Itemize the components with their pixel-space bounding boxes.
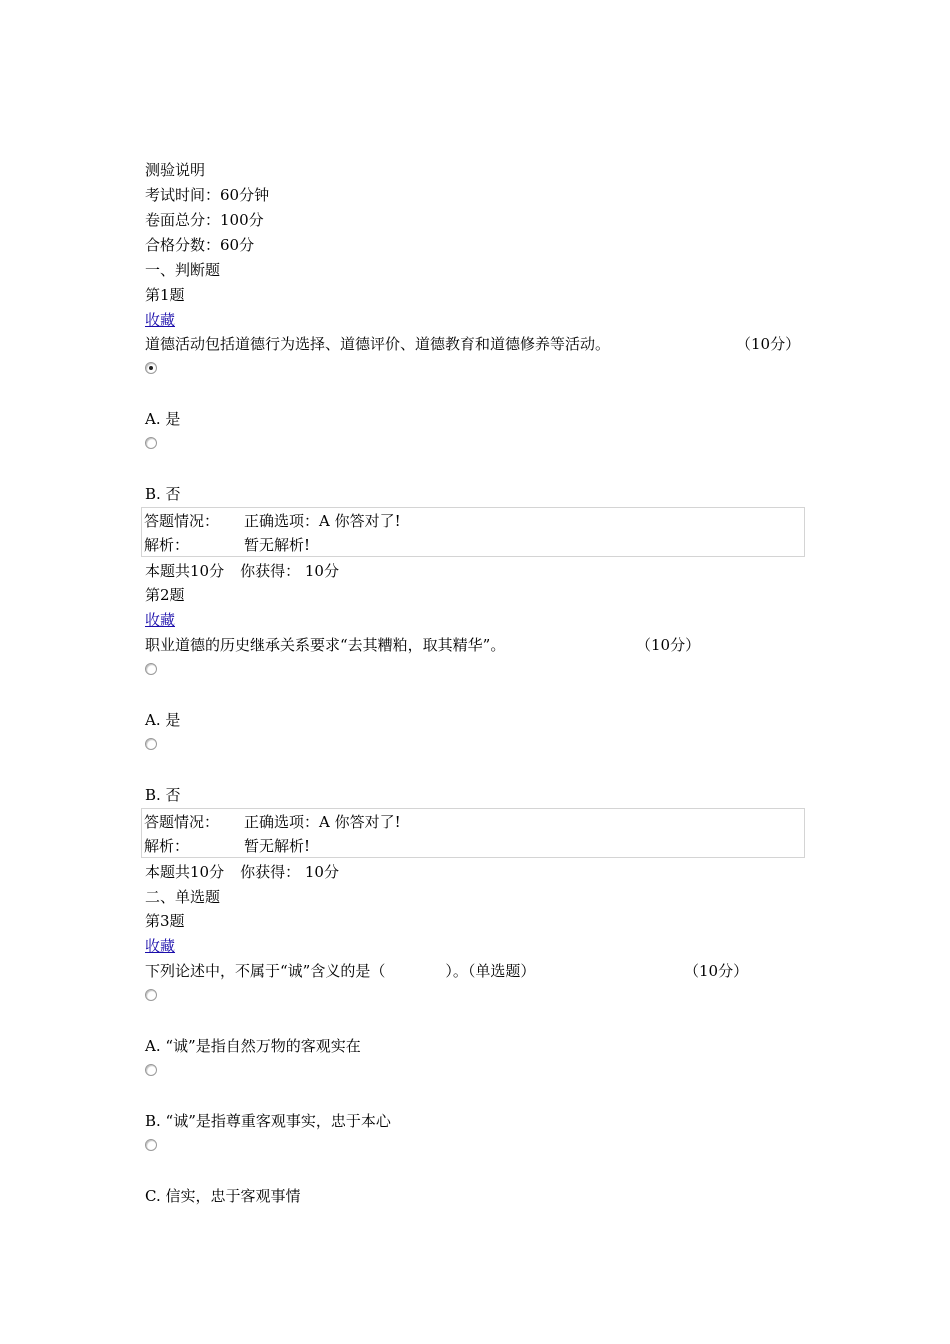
option-a-radio[interactable] <box>145 362 157 374</box>
exam-time: 考试时间：60分钟 <box>145 186 270 204</box>
result-label: 答题情况： <box>144 813 220 831</box>
question-number: 第2题 <box>145 586 185 604</box>
option-b-label: B. 否 <box>145 485 181 503</box>
option-b-label: B. 否 <box>145 786 181 804</box>
option-b-radio[interactable] <box>145 738 157 750</box>
total-score: 卷面总分：100分 <box>145 211 264 229</box>
favorite-link[interactable]: 收藏 <box>145 937 176 955</box>
summary-got: 你获得： 10分 <box>240 562 339 580</box>
question-points: （10分） <box>736 335 801 353</box>
option-b-label: B. “诚”是指尊重客观事实，忠于本心 <box>145 1112 391 1130</box>
analysis-value: 暂无解析! <box>244 837 311 855</box>
section-title-single-choice: 二、单选题 <box>145 888 221 906</box>
analysis-label: 解析： <box>144 837 190 855</box>
favorite-link[interactable]: 收藏 <box>145 611 176 629</box>
pass-score: 合格分数：60分 <box>145 236 255 254</box>
option-a-radio[interactable] <box>145 663 157 675</box>
analysis-value: 暂无解析! <box>244 536 311 554</box>
option-a-label: A. 是 <box>145 410 181 428</box>
result-value: 正确选项：A 你答对了! <box>244 512 401 530</box>
section-title-true-false: 一、判断题 <box>145 261 221 279</box>
question-number: 第1题 <box>145 286 185 304</box>
score-summary <box>145 862 339 882</box>
question-text: 职业道德的历史继承关系要求“去其糟粕，取其精华”。 <box>145 636 506 654</box>
favorite-link[interactable]: 收藏 <box>145 311 176 329</box>
option-b-radio[interactable] <box>145 1064 157 1076</box>
question-text: 道德活动包括道德行为选择、道德评价、道德教育和道德修养等活动。 <box>145 335 611 353</box>
page-title: 测验说明 <box>145 161 206 179</box>
summary-total: 本题共10分 <box>145 562 225 580</box>
option-c-label: C. 信实，忠于客观事情 <box>145 1187 301 1205</box>
summary-total: 本题共10分 <box>145 863 225 881</box>
option-a-radio[interactable] <box>145 989 157 1001</box>
question-text: 下列论述中，不属于“诚”含义的是（ ）。（单选题） <box>145 962 536 980</box>
result-value: 正确选项：A 你答对了! <box>244 813 401 831</box>
score-summary <box>145 561 339 581</box>
option-a-label: A. 是 <box>145 711 181 729</box>
question-points: （10分） <box>636 636 701 654</box>
answer-result-box <box>141 507 805 557</box>
option-b-radio[interactable] <box>145 437 157 449</box>
summary-got: 你获得： 10分 <box>240 863 339 881</box>
answer-result-box <box>141 808 805 858</box>
question-number: 第3题 <box>145 912 185 930</box>
option-c-radio[interactable] <box>145 1139 157 1151</box>
option-a-label: A. “诚”是指自然万物的客观实在 <box>145 1037 361 1055</box>
analysis-label: 解析： <box>144 536 190 554</box>
question-points: （10分） <box>684 962 749 980</box>
result-label: 答题情况： <box>144 512 220 530</box>
